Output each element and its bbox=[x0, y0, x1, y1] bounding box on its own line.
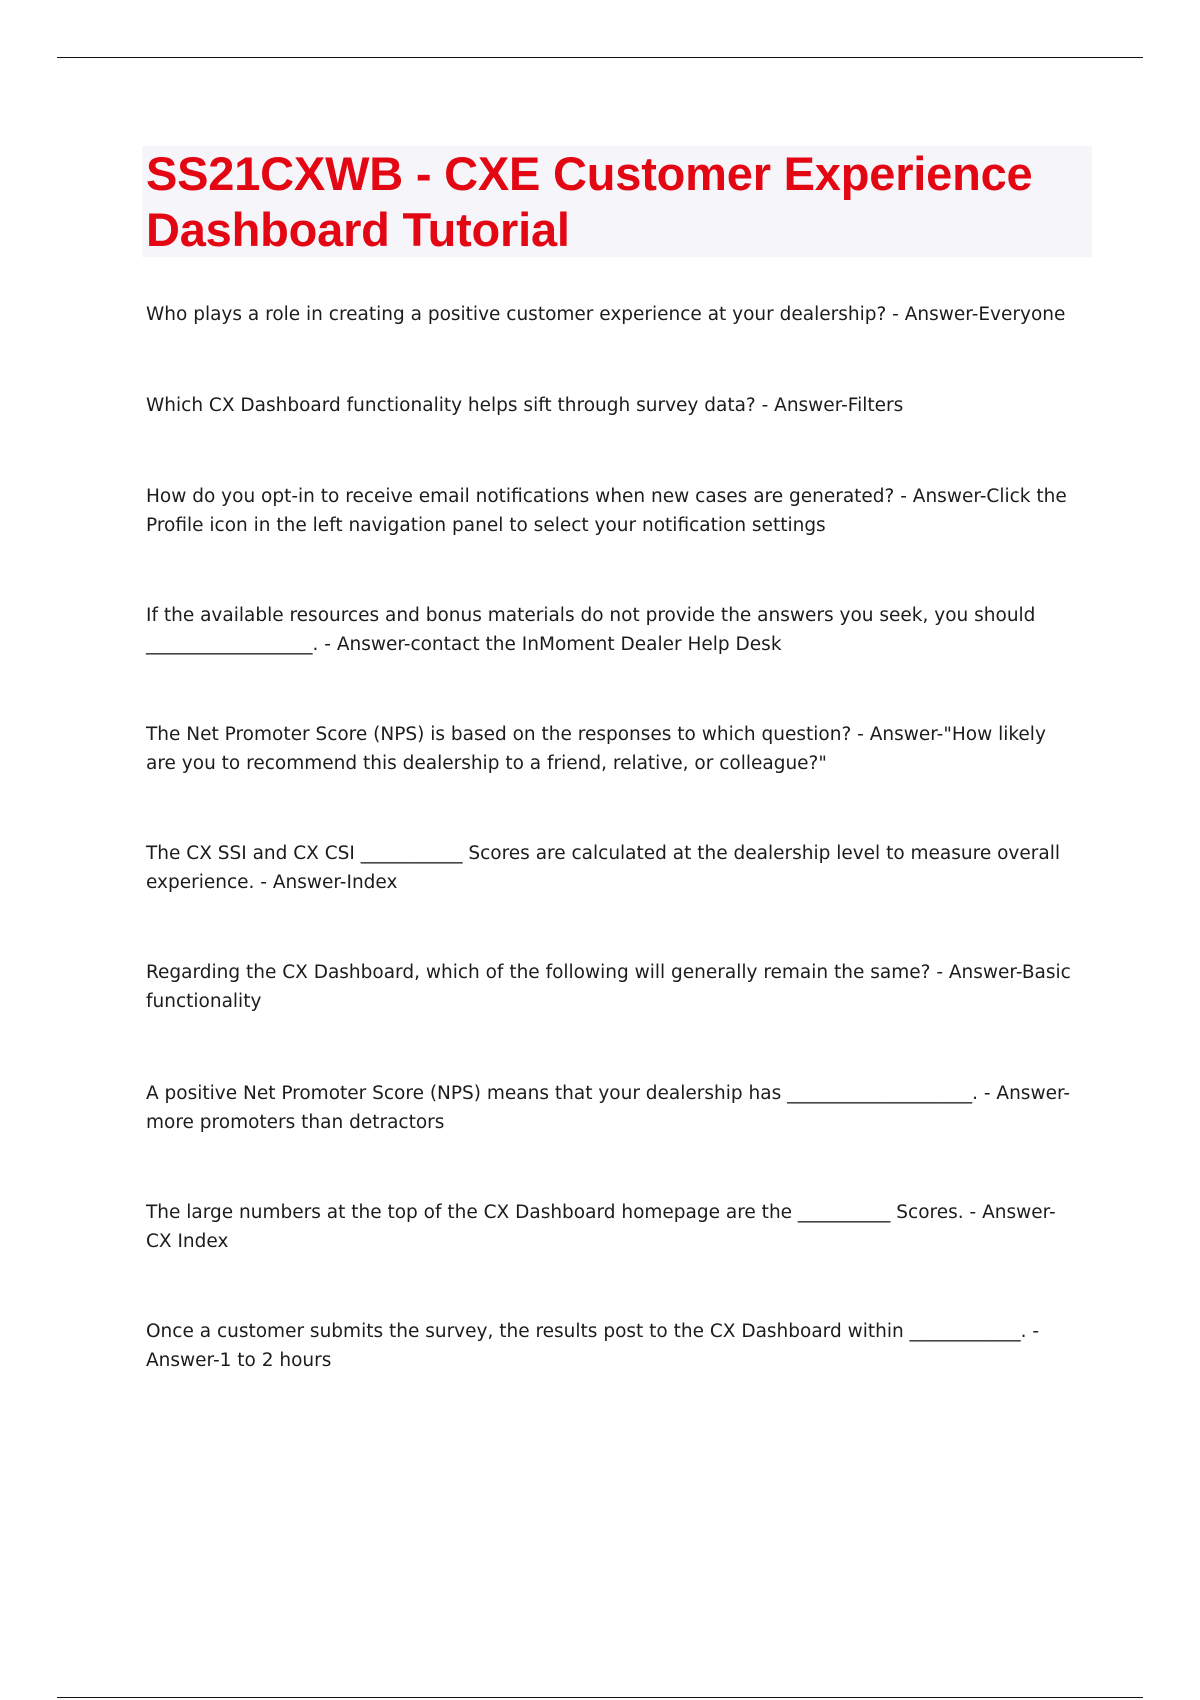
qa-item: The CX SSI and CX CSI ___________ Scores are calculated at the dealership level to measure overall experience. - Answer-Index bbox=[146, 843, 1060, 893]
title-block bbox=[142, 146, 1092, 257]
qa-item: Which CX Dashboard functionality helps sift through survey data? - Answer-Filters bbox=[146, 395, 904, 416]
top-rule bbox=[57, 57, 1143, 58]
qa-item: If the available resources and bonus materials do not provide the answers you seek, you should __________________. - Answer-contact the InMoment Dealer Help Desk bbox=[146, 605, 1036, 655]
qa-item: Who plays a role in creating a positive customer experience at your dealership? - Answer-Everyone bbox=[146, 304, 1066, 325]
bottom-rule bbox=[57, 1697, 1143, 1698]
qa-item: Once a customer submits the survey, the results post to the CX Dashboard within ____________. - Answer-1 to 2 hours bbox=[146, 1321, 1040, 1371]
document-title: SS21CXWB - CXE Customer Experience Dashboard Tutorial bbox=[146, 147, 1033, 256]
qa-item: Regarding the CX Dashboard, which of the following will generally remain the same? - Answer-Basic functionality bbox=[146, 962, 1071, 1012]
qa-item: The Net Promoter Score (NPS) is based on the responses to which question? - Answer-"How likely are you to recommend this dealership to a friend, relative, or colleague?" bbox=[146, 724, 1046, 774]
qa-item: The large numbers at the top of the CX Dashboard homepage are the __________ Scores. - Answer-CX Index bbox=[146, 1202, 1056, 1252]
qa-item: A positive Net Promoter Score (NPS) means that your dealership has ____________________. - Answer-more promoters than detractors bbox=[146, 1083, 1071, 1133]
qa-item: How do you opt-in to receive email notifications when new cases are generated? - Answer-Click the Profile icon in the left navigation panel to select your notification settings bbox=[146, 486, 1067, 536]
